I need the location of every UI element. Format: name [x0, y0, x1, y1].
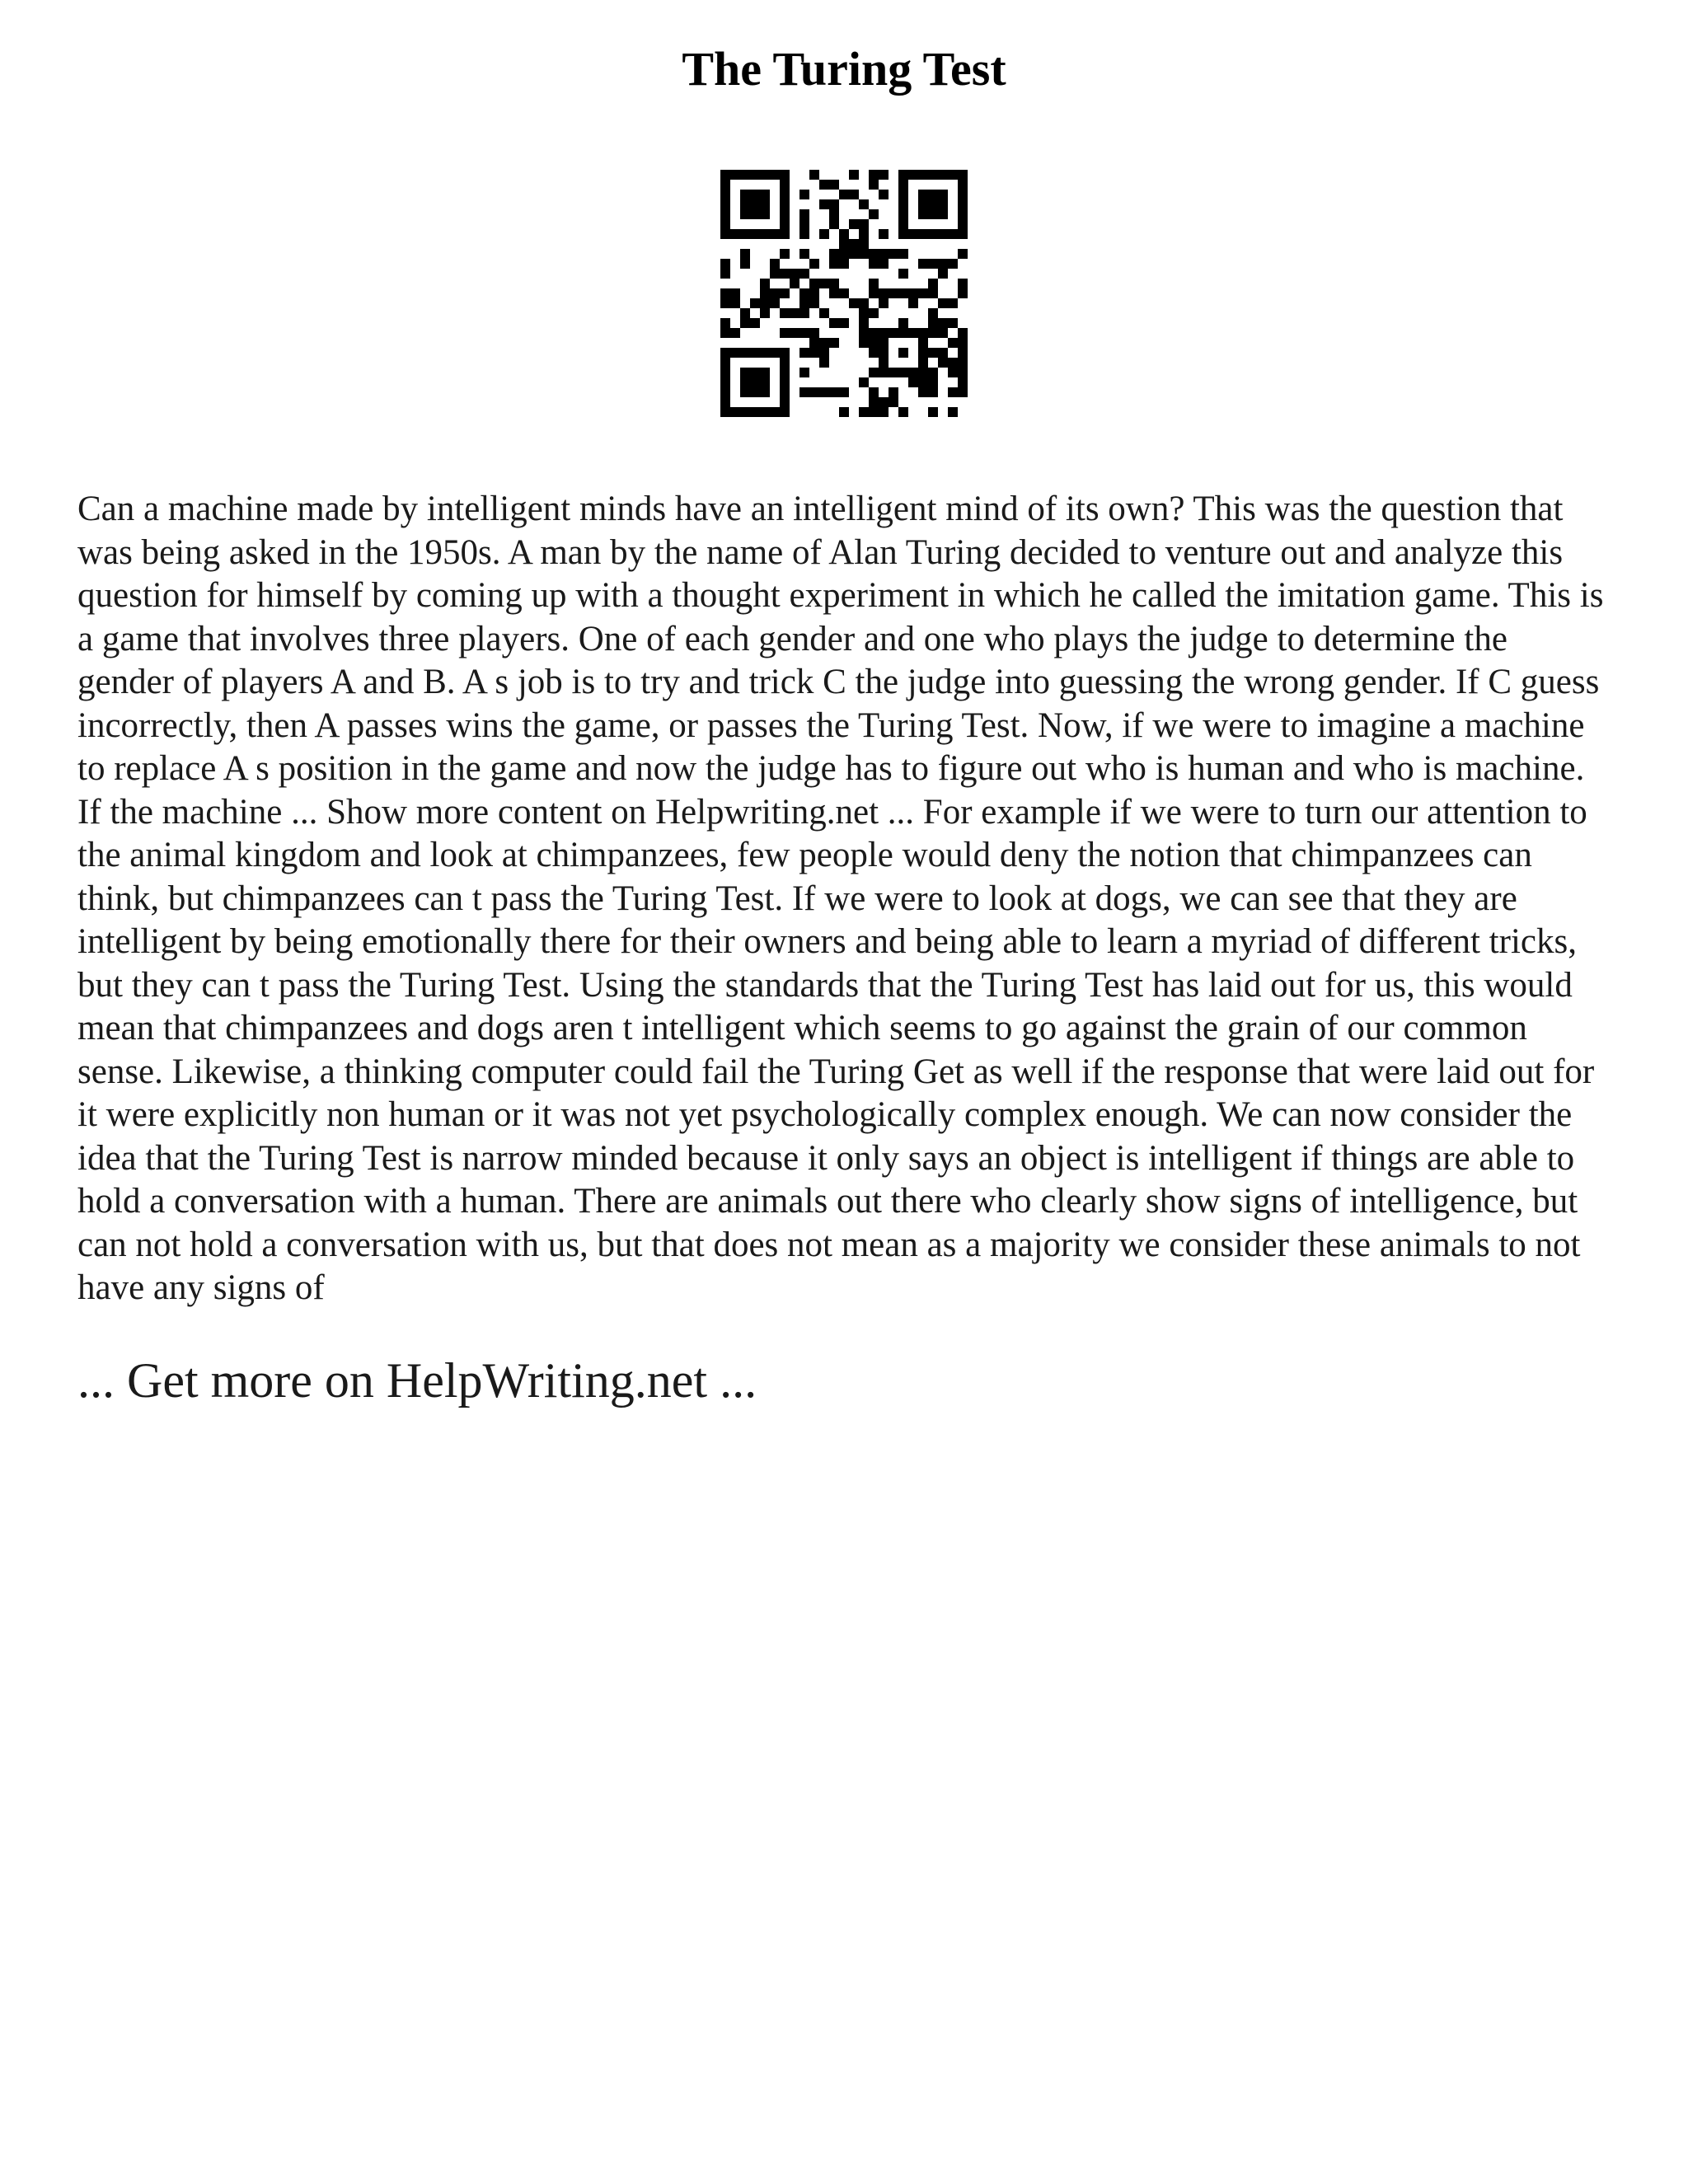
qr-code-graphic: [720, 170, 968, 417]
get-more-link[interactable]: ... Get more on HelpWriting.net ...: [77, 1352, 757, 1408]
qr-code-icon[interactable]: [720, 170, 968, 417]
article-body: Can a machine made by intelligent minds have an intelligent mind of its own? This was the question that was being asked in the 1950s. A man by the name of Alan Turing decided to venture out and analyze this question for himself by coming up with a thought experiment in which he called the imitation game. This is a game that involves three players. One of each gender and one who plays the judge to determine the gender of players A and B. A s job is to try and trick C the judge into guessing the wrong gender. If C guess incorrectly, then A passes wins the game, or passes the Turing Test. Now, if we were to imagine a machine to replace A s position in the game and now the judge has to figure out who is human and who is machine. If the machine ... Show more content on Helpwriting.net ... For example if we were to turn our attention to the animal kingdom and look at chimpanzees, few people would deny the notion that chimpanzees can think, but chimpanzees can t pass the Turing Test. If we were to look at dogs, we can see that they are intelligent by being emotionally there for their owners and being able to learn a myriad of different tricks, but they can t pass the Turing Test. Using the standards that the Turing Test has laid out for us, this would mean that chimpanzees and dogs aren t intelligent which seems to go against the grain of our common sense. Likewise, a thinking computer could fail the Turing Get as well if the response that were laid out for it were explicitly non human or it was not yet psychologically complex enough. We can now consider the idea that the Turing Test is narrow minded because it only says an object is intelligent if things are able to hold a conversation with a human. There are animals out there who clearly show signs of intelligence, but can not hold a conversation with us, but that does not mean as a majority we consider these animals to not have any signs of: [77, 490, 1604, 1307]
page-title: The Turing Test: [682, 42, 1006, 96]
